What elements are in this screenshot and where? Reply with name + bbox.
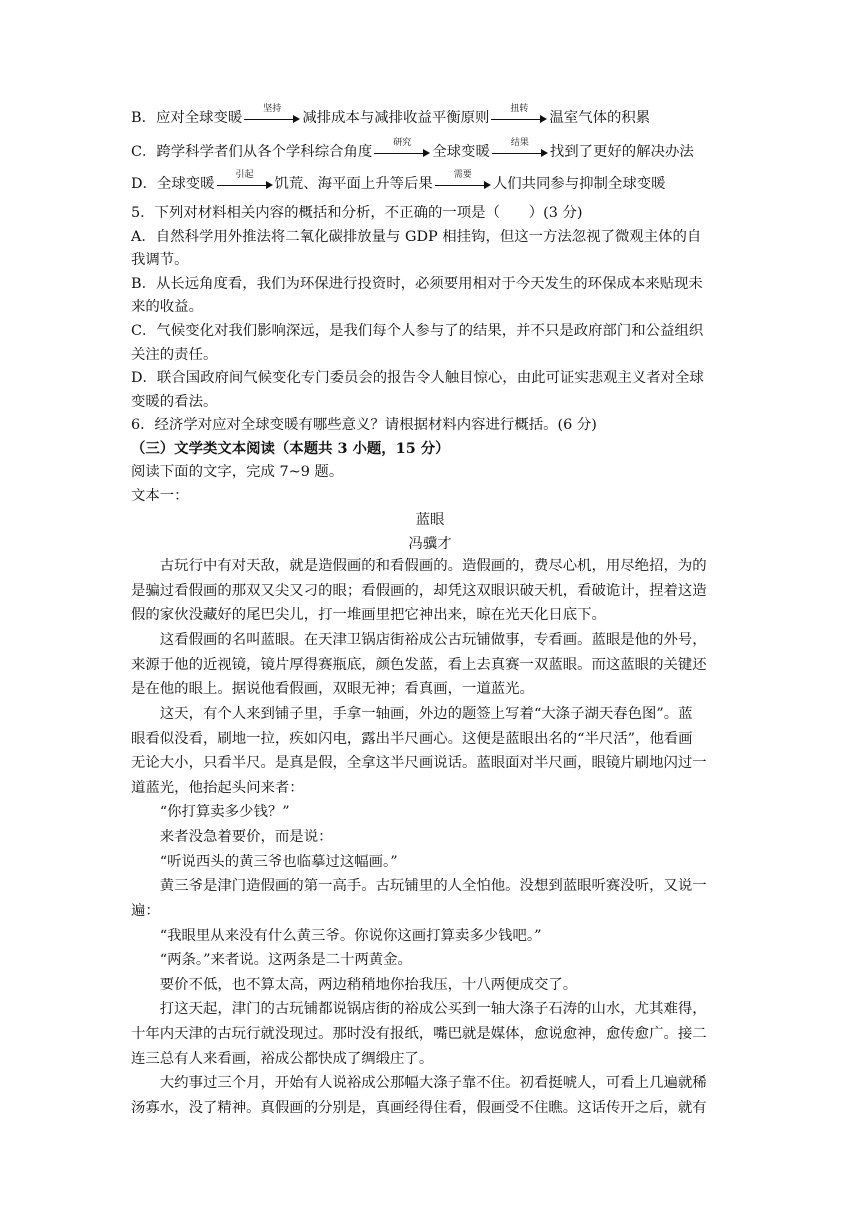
story-author: 冯骥才 <box>408 536 452 552</box>
story-line: 连三总有人来看画，裕成公都快成了绸缎庄了。 <box>131 1051 434 1067</box>
arrow-label: 需要 <box>453 170 472 180</box>
q4-option-d <box>131 170 666 194</box>
option-c-start: C．跨学科学者们从各个学科综合角度 <box>131 144 373 160</box>
q5-option-a-line2: 我调节。 <box>131 252 189 268</box>
text-label: 文本一： <box>131 488 189 504</box>
q4-option-b <box>131 104 651 128</box>
q5-option-a-line1: A．自然科学用外推法将二氧化碳排放量与 GDP 相挂钩，但这一方法忽视了微观主体的自 <box>131 229 702 245</box>
q5-option-b-line1: B．从长远角度看，我们为环保进行投资时，必须要用相对于今天发生的环保成本来贴现未 <box>131 276 703 292</box>
story-line: 十年内天津的古玩行就没现过。那时没有报纸，嘴巴就是媒体，愈说愈神，愈传愈广。接二 <box>131 1026 707 1042</box>
arrow-label: 引起 <box>235 170 254 180</box>
q5-option-b-line2: 来的收益。 <box>131 299 203 315</box>
story-line: 大约事过三个月，开始有人说裕成公那幅大涤子靠不住。初看挺唬人，可看上几遍就稀 <box>131 1075 707 1091</box>
story-line: “你打算卖多少钱？” <box>131 804 290 820</box>
q5-option-d-line2: 变暖的看法。 <box>131 394 218 410</box>
story-line: 是在他的眼上。据说他看假画，双眼无神；看真画，一道蓝光。 <box>131 681 534 697</box>
story-line: 来者没急着要价，而是说： <box>131 829 333 845</box>
q6-question: 6．经济学对应对全球变暖有哪些意义？请根据材料内容进行概括。(6 分) <box>131 417 597 433</box>
story-line: 汤寡水，没了精神。真假画的分别是，真画经得住看，假画受不住瞧。这话传开之后，就有 <box>131 1100 707 1116</box>
q5-option-c-line2: 关注的责任。 <box>131 347 218 363</box>
story-line: 打这天起，津门的古玩铺都说锅店街的裕成公买到一轴大涤子石涛的山水，尤其难得， <box>131 1001 707 1017</box>
arrow-label: 研究 <box>393 138 412 148</box>
option-c-mid: 全球变暖 <box>432 144 490 160</box>
section-heading: （三）文学类文本阅读（本题共 3 小题，15 分） <box>131 440 450 457</box>
q5-option-c-line1: C．气候变化对我们影响深远，是我们每个人参与了的结果，并不只是政府部门和公益组织 <box>131 323 704 339</box>
story-line: 这看假画的名叫蓝眼。在天津卫锅店街裕成公古玩铺做事，专看画。蓝眼是他的外号， <box>131 632 707 648</box>
story-title: 蓝眼 <box>415 512 445 528</box>
option-b-start: B．应对全球变暖 <box>131 110 243 126</box>
arrow-label: 坚持 <box>263 104 282 114</box>
option-d-mid: 饥荒、海平面上升等后果 <box>274 176 433 192</box>
story-line: 是骗过看假画的那双又尖又刁的眼；看假画的，却凭这双眼识破天机，看破诡计，捏着这造 <box>131 583 707 599</box>
option-b-end: 温室气体的积累 <box>549 110 651 126</box>
q4-option-c <box>131 138 694 162</box>
option-b-mid: 减排成本与减排收益平衡原则 <box>302 110 490 126</box>
option-d-start: D．全球变暖 <box>131 176 215 192</box>
story-line: 假的家伙没藏好的尾巴尖儿，打一堆画里把它神出来，晾在光天化日底下。 <box>131 607 606 623</box>
arrow-icon <box>244 104 300 126</box>
section-instruction: 阅读下面的文字，完成 7~9 题。 <box>131 464 344 480</box>
story-line: “我眼里从来没有什么黄三爷。你说你这画打算卖多少钱吧。” <box>131 928 542 944</box>
story-line: 遍： <box>131 903 160 919</box>
story-line: 眼看似没看，刷地一拉，疾如闪电，露出半尺画心。这便是蓝眼出名的“半尺活”，他看画 <box>131 731 693 747</box>
arrow-icon <box>491 104 547 126</box>
arrow-icon <box>374 138 430 160</box>
option-d-end: 人们共同参与抑制全球变暖 <box>492 176 666 192</box>
q5-option-d-line1: D．联合国政府间气候变化专门委员会的报告令人触目惊心，由此可证实悲观主义者对全球 <box>131 370 704 386</box>
arrow-label: 结果 <box>510 138 529 148</box>
story-line: “两条。”来者说。这两条是二十两黄金。 <box>131 952 412 968</box>
story-line: 道蓝光，他抬起头问来者： <box>131 780 304 796</box>
arrow-icon <box>492 138 548 160</box>
story-line: 无论大小，只看半尺。是真是假，全拿这半尺画说话。蓝眼面对半尺画，眼镜片刷地闪过一 <box>131 755 707 771</box>
story-line: 古玩行中有对天敌，就是造假画的和看假画的。造假画的，费尽心机，用尽绝招，为的 <box>131 558 707 574</box>
story-line: 来源于他的近视镜，镜片厚得赛瓶底，颜色发蓝，看上去真赛一双蓝眼。而这蓝眼的关键还 <box>131 657 707 673</box>
story-line: 黄三爷是津门造假画的第一高手。古玩铺里的人全怕他。没想到蓝眼听赛没听，又说一 <box>131 878 707 894</box>
arrow-icon <box>435 170 491 192</box>
q5-stem: 5．下列对材料相关内容的概括和分析，不正确的一项是（ ）(3 分) <box>131 205 583 221</box>
arrow-label: 扭转 <box>510 104 529 114</box>
option-c-end: 找到了更好的解决办法 <box>549 144 694 160</box>
story-line: 要价不低，也不算太高，两边稍稍地你抬我压，十八两便成交了。 <box>131 977 578 993</box>
story-line: “听说西头的黄三爷也临摹过这幅画。” <box>131 854 398 870</box>
arrow-icon <box>217 170 273 192</box>
story-line: 这天，有个人来到铺子里，手拿一轴画，外边的题签上写着“大涤子湖天春色图”。蓝 <box>131 706 693 722</box>
